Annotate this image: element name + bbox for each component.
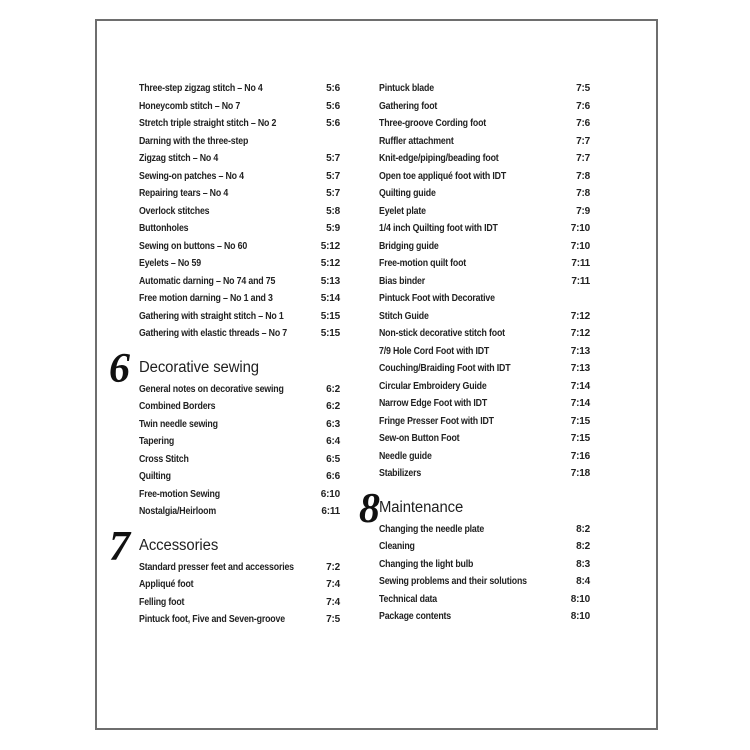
toc-entry-label: Cross Stitch xyxy=(139,453,189,465)
toc-entry xyxy=(379,556,590,574)
toc-entry-page: 7:9 xyxy=(576,205,590,217)
toc-entry-label: Repairing tears – No 4 xyxy=(139,188,229,199)
toc-entry-label: Three-groove Cording foot xyxy=(379,118,487,129)
toc-entry-label: Sewing problems and their solutions xyxy=(379,576,527,587)
section-number: 7 xyxy=(109,523,130,570)
section-title: Decorative sewing xyxy=(139,358,259,376)
toc-entry-page: 6:2 xyxy=(326,383,340,395)
toc-entry-page: 7:10 xyxy=(570,223,590,234)
toc-entry-label: Free motion darning – No 1 and 3 xyxy=(139,293,273,304)
toc-entry-label: Non-stick decorative stitch foot xyxy=(379,328,505,339)
section-title: Maintenance xyxy=(379,498,464,516)
toc-entry-page: 5:7 xyxy=(326,153,340,164)
toc-entry-page: 7:15 xyxy=(570,415,590,427)
toc-entry-page: 7:2 xyxy=(326,561,340,573)
toc-entry-page: 7:13 xyxy=(570,345,590,357)
toc-entry xyxy=(379,168,590,186)
toc-entry xyxy=(139,290,340,308)
toc-entry-label: Overlock stitches xyxy=(139,205,210,217)
toc-entry-label: Gathering with straight stitch – No 1 xyxy=(139,310,284,322)
toc-entry-label: Fringe Presser Foot with IDT xyxy=(379,415,494,427)
toc-entry-label: Needle guide xyxy=(379,450,432,462)
toc-entry xyxy=(139,594,340,612)
toc-entry-label: Pintuck blade xyxy=(379,83,434,94)
toc-entry xyxy=(139,273,340,291)
toc-entry-page: 6:10 xyxy=(320,488,340,500)
toc-entry-page: 7:6 xyxy=(576,118,590,129)
toc-entry-page: 8:4 xyxy=(576,576,590,587)
toc-entry xyxy=(379,360,590,378)
toc-entry-page: 5:12 xyxy=(320,240,340,252)
toc-entry xyxy=(139,238,340,256)
toc-entry-page: 7:7 xyxy=(576,153,590,164)
toc-entry-page: 7:16 xyxy=(570,450,590,462)
toc-entry-label: Quilting guide xyxy=(379,188,436,199)
section-number: 6 xyxy=(109,345,130,392)
toc-entry-label: Zigzag stitch – No 4 xyxy=(139,153,219,164)
toc-entry-label: Eyelets – No 59 xyxy=(139,258,201,269)
toc-entry-label: Nostalgia/Heirloom xyxy=(139,506,217,517)
toc-entry xyxy=(379,591,590,609)
toc-entry xyxy=(379,203,590,221)
toc-entry-label: Knit-edge/piping/beading foot xyxy=(379,153,499,164)
toc-entry-label: Ruffler attachment xyxy=(379,135,454,147)
toc-entry-page: 7:5 xyxy=(326,614,340,625)
toc-entry-label: 1/4 inch Quilting foot with IDT xyxy=(379,223,498,234)
toc-entry xyxy=(139,503,340,521)
toc-entry-page: 8:2 xyxy=(576,541,590,552)
toc-entry-label: Sewing on buttons – No 60 xyxy=(139,240,248,252)
toc-entry-label: Buttonholes xyxy=(139,223,189,234)
toc-entry-page: 8:3 xyxy=(576,558,590,570)
toc-entry-page: 6:5 xyxy=(326,453,340,465)
toc-entry xyxy=(139,150,340,168)
toc-entry xyxy=(139,168,340,186)
toc-entry xyxy=(379,538,590,556)
toc-entry xyxy=(139,559,340,577)
toc-entry-page: 7:4 xyxy=(326,579,340,590)
toc-entry xyxy=(379,465,590,483)
toc-entry-label: Felling foot xyxy=(139,596,185,608)
toc-entry-page: 5:6 xyxy=(326,83,340,94)
toc-entry xyxy=(139,133,340,151)
toc-entry-label: Circular Embroidery Guide xyxy=(379,380,487,392)
toc-entry-page: 7:15 xyxy=(570,433,590,444)
toc-entry-page: 7:8 xyxy=(576,170,590,182)
toc-entry-page: 6:2 xyxy=(326,401,340,412)
toc-entry-page: 7:10 xyxy=(570,240,590,252)
toc-entry-label: Changing the light bulb xyxy=(379,558,474,570)
toc-entry-label: Couching/Braiding Foot with IDT xyxy=(379,363,511,374)
toc-entry-label: Gathering with elastic threads – No 7 xyxy=(139,328,288,339)
toc-entry xyxy=(379,220,590,238)
toc-entry-page: 7:14 xyxy=(570,380,590,392)
toc-entry-page: 7:12 xyxy=(570,328,590,339)
toc-entry-label: Standard presser feet and accessories xyxy=(139,561,294,573)
toc-entry xyxy=(379,98,590,116)
section-number: 8 xyxy=(359,485,380,532)
toc-entry xyxy=(379,521,590,539)
toc-entry xyxy=(139,486,340,504)
toc-entry xyxy=(379,133,590,151)
toc-entry xyxy=(139,611,340,629)
toc-entry-list xyxy=(139,559,340,629)
toc-entry-list xyxy=(379,521,590,626)
toc-entry-page: 5:9 xyxy=(326,223,340,234)
toc-entry-list xyxy=(379,80,590,483)
toc-entry-label: Stretch triple straight stitch – No 2 xyxy=(139,118,277,129)
toc-entry-page: 7:4 xyxy=(326,596,340,608)
toc-entry-page: 7:11 xyxy=(571,258,590,269)
toc-entry-list xyxy=(139,381,340,521)
toc-entry xyxy=(379,80,590,98)
toc-entry xyxy=(139,203,340,221)
toc-entry xyxy=(379,308,590,326)
toc-entry xyxy=(139,185,340,203)
toc-entry xyxy=(139,80,340,98)
toc-entry xyxy=(139,398,340,416)
toc-entry-list xyxy=(139,80,340,343)
toc-entry-label: Three-step zigzag stitch – No 4 xyxy=(139,83,263,94)
toc-entry-label: Changing the needle plate xyxy=(379,523,485,535)
toc-entry-label: Open toe appliqué foot with IDT xyxy=(379,170,507,182)
toc-column-left xyxy=(109,80,340,629)
toc-entry-page: 6:11 xyxy=(321,506,340,517)
toc-entry-page: 6:4 xyxy=(326,436,340,447)
toc-entry-label: Darning with the three-step xyxy=(139,135,249,147)
toc-entry xyxy=(379,343,590,361)
toc-entry-label: Sewing-on patches – No 4 xyxy=(139,170,244,182)
toc-entry xyxy=(379,378,590,396)
toc-entry-label: Quilting xyxy=(139,471,171,482)
toc-entry xyxy=(379,290,590,308)
toc-entry-label: 7/9 Hole Cord Foot with IDT xyxy=(379,345,490,357)
toc-entry xyxy=(379,150,590,168)
toc-entry-page: 7:13 xyxy=(570,363,590,374)
toc-entry-label: Stitch Guide xyxy=(379,310,429,322)
toc-entry-label: Bias binder xyxy=(379,275,425,287)
toc-entry-label: Sew-on Button Foot xyxy=(379,433,460,444)
toc-entry-page: 7:11 xyxy=(571,275,590,287)
toc-entry xyxy=(379,395,590,413)
toc-entry-label: Combined Borders xyxy=(139,401,216,412)
toc-entry-page: 5:13 xyxy=(320,275,340,287)
toc-entry-label: Free-motion Sewing xyxy=(139,488,220,500)
toc-entry-label: Bridging guide xyxy=(379,240,439,252)
toc-entry-page: 8:2 xyxy=(576,523,590,535)
toc-entry-label: Tapering xyxy=(139,436,175,447)
toc-entry xyxy=(139,308,340,326)
toc-entry-page: 7:6 xyxy=(576,100,590,112)
toc-entry-page: 7:8 xyxy=(576,188,590,199)
toc-entry-label: Eyelet plate xyxy=(379,205,426,217)
toc-entry-label: Appliqué foot xyxy=(139,579,194,590)
toc-entry xyxy=(139,576,340,594)
toc-entry-label: Technical data xyxy=(379,593,438,605)
toc-entry xyxy=(379,115,590,133)
toc-entry-page: 5:7 xyxy=(326,188,340,199)
toc-entry-label: Free-motion quilt foot xyxy=(379,258,467,269)
toc-entry-label: Honeycomb stitch – No 7 xyxy=(139,100,241,112)
toc-entry-page: 5:6 xyxy=(326,100,340,112)
table-of-contents-page xyxy=(95,19,658,730)
toc-entry xyxy=(139,325,340,343)
toc-entry xyxy=(139,381,340,399)
toc-entry-label: General notes on decorative sewing xyxy=(139,383,284,395)
toc-entry-page: 6:3 xyxy=(326,418,340,430)
toc-entry-page: 5:12 xyxy=(320,258,340,269)
toc-entry-label: Pintuck Foot with Decorative xyxy=(379,293,495,304)
toc-entry-label: Automatic darning – No 74 and 75 xyxy=(139,275,276,287)
toc-entry-label: Narrow Edge Foot with IDT xyxy=(379,398,488,409)
toc-entry-label: Stabilizers xyxy=(379,468,422,479)
toc-entry xyxy=(379,608,590,626)
toc-entry-page: 8:10 xyxy=(570,611,590,622)
toc-entry xyxy=(139,433,340,451)
toc-entry xyxy=(379,273,590,291)
toc-entry-page: 5:14 xyxy=(320,293,340,304)
toc-entry-page: 6:6 xyxy=(326,471,340,482)
toc-entry xyxy=(139,451,340,469)
toc-entry-page: 7:18 xyxy=(570,468,590,479)
toc-entry-page: 5:8 xyxy=(326,205,340,217)
toc-entry-page: 7:12 xyxy=(570,310,590,322)
toc-entry xyxy=(379,430,590,448)
toc-entry-page: 5:7 xyxy=(326,170,340,182)
toc-entry xyxy=(139,98,340,116)
toc-entry xyxy=(379,238,590,256)
toc-entry xyxy=(139,416,340,434)
toc-entry-page: 5:15 xyxy=(320,310,340,322)
toc-entry xyxy=(379,325,590,343)
toc-entry xyxy=(379,185,590,203)
toc-entry xyxy=(139,468,340,486)
toc-entry xyxy=(379,413,590,431)
toc-entry xyxy=(379,573,590,591)
toc-entry-label: Pintuck foot, Five and Seven-groove xyxy=(139,614,285,625)
toc-entry xyxy=(379,255,590,273)
toc-entry-page: 7:5 xyxy=(576,83,590,94)
toc-entry-label: Cleaning xyxy=(379,541,415,552)
section-title: Accessories xyxy=(139,536,219,554)
toc-entry xyxy=(379,448,590,466)
toc-entry-page: 8:10 xyxy=(570,593,590,605)
toc-entry-label: Twin needle sewing xyxy=(139,418,218,430)
toc-entry-page: 5:6 xyxy=(326,118,340,129)
toc-entry xyxy=(139,255,340,273)
toc-entry xyxy=(139,115,340,133)
toc-entry-page: 7:14 xyxy=(570,398,590,409)
toc-entry-page: 5:15 xyxy=(320,328,340,339)
toc-entry-label: Gathering foot xyxy=(379,100,438,112)
toc-entry-page: 7:7 xyxy=(576,135,590,147)
toc-entry-label: Package contents xyxy=(379,611,452,622)
toc-column-right xyxy=(359,80,590,626)
toc-entry xyxy=(139,220,340,238)
